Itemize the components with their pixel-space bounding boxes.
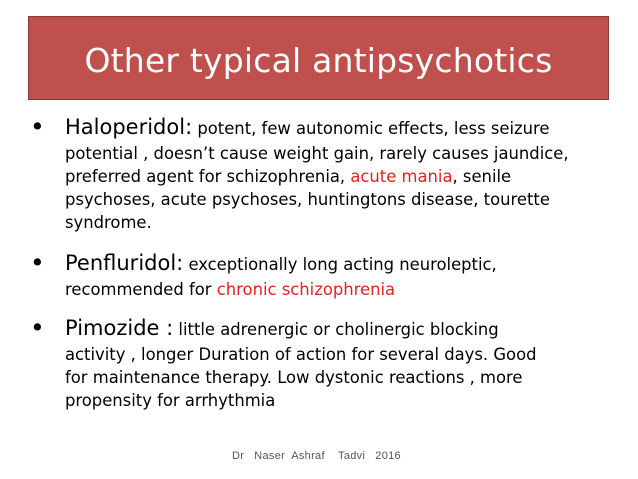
penfluridol-text-2: [65, 278, 618, 301]
highlight-chronic-schizophrenia: chronic schizophrenia: [216, 280, 396, 299]
haloperidol-text-2: potential , doesn’t cause weight gain, rarely causes jaundice,: [65, 144, 569, 163]
bullet-marker: •: [30, 248, 45, 277]
bullet-pimozide: [28, 313, 618, 412]
bullet-marker: •: [30, 112, 45, 141]
bullet-list: [28, 112, 618, 412]
bullet-marker: •: [30, 313, 45, 342]
title-banner: [28, 16, 609, 100]
pimozide-text-4: propensity for arrhythmia: [65, 391, 276, 410]
haloperidol-text-5: syndrome.: [65, 213, 152, 232]
haloperidol-text-4: psychoses, acute psychoses, huntingtons disease, tourette: [65, 190, 550, 209]
bullet-first-line: [65, 248, 618, 278]
bullet-first-line: [65, 112, 618, 142]
penfluridol-text-2a: recommended for: [65, 280, 217, 299]
drug-name-pimozide: Pimozide :: [65, 316, 174, 340]
haloperidol-text-3a: preferred agent for schizophrenia,: [65, 167, 351, 186]
haloperidol-text-3b: , senile: [452, 167, 512, 186]
pimozide-text-3: for maintenance therapy. Low dystonic reactions , more: [65, 368, 523, 387]
slide-footer: Dr Naser Ashraf Tadvi 2016: [232, 450, 401, 462]
pimozide-text-2: activity , longer Duration of action for several days. Good: [65, 345, 537, 364]
bullet-haloperidol: [28, 112, 618, 234]
bullet-penfluridol: [28, 248, 618, 301]
bullet-first-line: [65, 313, 618, 343]
haloperidol-text-1: potent, few autonomic effects, less seizure: [192, 119, 550, 138]
penfluridol-text-1: exceptionally long acting neuroleptic,: [183, 255, 497, 274]
pimozide-text-1: little adrenergic or cholinergic blocking: [173, 320, 499, 339]
highlight-acute-mania: acute mania: [350, 167, 453, 186]
drug-name-haloperidol: Haloperidol:: [65, 115, 193, 139]
drug-name-penfluridol: Penfluridol:: [65, 251, 184, 275]
haloperidol-text-3: [65, 165, 618, 188]
slide-title: Other typical antipsychotics: [84, 40, 553, 80]
